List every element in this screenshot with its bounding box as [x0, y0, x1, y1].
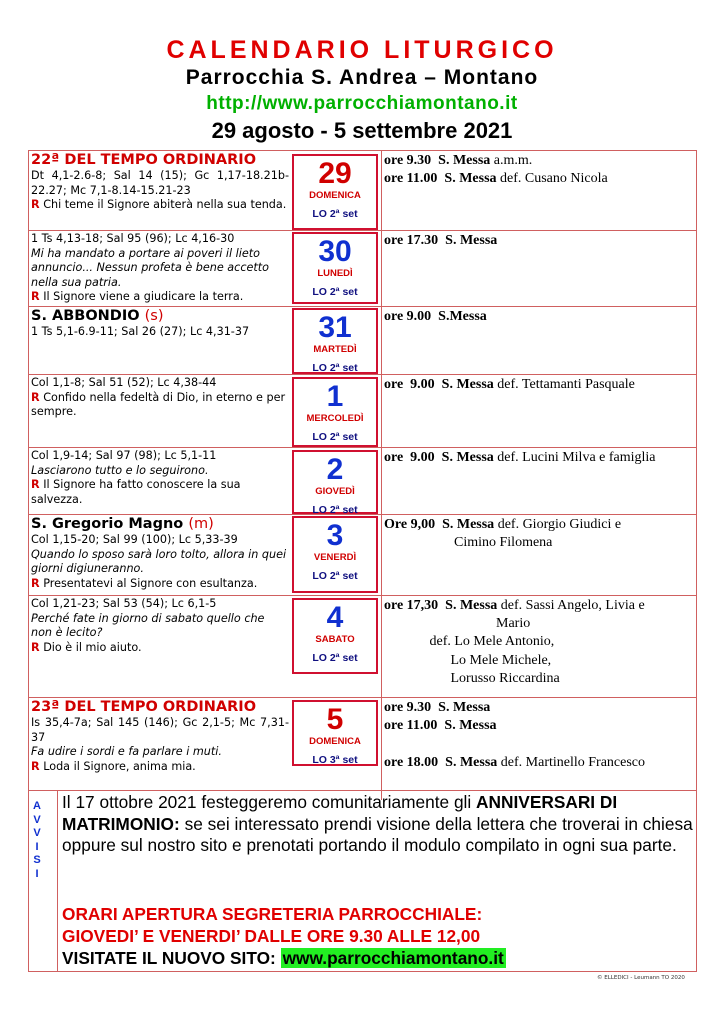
readings: Col 1,9-14; Sal 97 (98); Lc 5,1-11 — [31, 449, 217, 462]
mass-time: ore 17.30 S. Messa — [384, 233, 498, 248]
mass-line: ore 18.00 S. Messa def. Martinello Francesco — [384, 754, 646, 770]
parish-url[interactable]: http://www.parrocchiamontano.it — [206, 93, 518, 114]
response-marker: R — [31, 290, 40, 303]
office-hours-title: ORARI APERTURA SEGRETERIA PARROCCHIALE: — [62, 904, 483, 924]
psalm-response: Confido nella fedeltà di Dio, in eterno e per sempre. — [31, 390, 286, 418]
readings: Is 35,4-7a; Sal 145 (146); Gc 2,1-5; Mc 7,31-37 — [31, 716, 289, 744]
readings: Col 1,1-8; Sal 51 (52); Lc 4,38-44 — [31, 376, 217, 389]
readings: 1 Ts 4,13-18; Sal 95 (96); Lc 4,16-30 — [31, 232, 235, 245]
mass-time: ore 9.00 S. Messa — [384, 377, 494, 392]
mass-time: ore 9.00 S.Messa — [384, 309, 487, 324]
response-marker: R — [31, 390, 40, 404]
response-marker: R — [31, 640, 40, 654]
feast-title: S. ABBONDIO — [31, 308, 140, 324]
readings-cell — [31, 597, 289, 655]
readings-cell — [31, 516, 289, 591]
mass-line: Ore 9,00 S. Messa def. Giorgio Giudici e — [384, 517, 622, 532]
office-hours: GIOVEDI’ E VENERDI’ DALLE ORE 9.30 ALLE 12,00 — [62, 926, 481, 946]
psalter-week: LO 2ª set — [312, 286, 358, 298]
visit-label: VISITATE IL NUOVO SITO: — [62, 948, 276, 968]
mass-line: ore 11.00 S. Messa def. Cusano Nicola — [384, 171, 608, 187]
mass-line: Lo Mele Michele, — [384, 652, 552, 668]
day-name: DOMENICA — [309, 736, 361, 747]
visit-site-line — [62, 948, 698, 970]
psalter-week: LO 2ª set — [312, 362, 358, 374]
copyright: © ELLEDICI - Leumann TO 2020 — [597, 975, 685, 981]
feast-title: S. Gregorio Magno — [31, 516, 184, 532]
avvisi-letter: V — [33, 813, 41, 826]
mass-line: ore 17,30 S. Messa def. Sassi Angelo, Livia e — [384, 598, 645, 613]
mass-schedule — [384, 308, 694, 326]
gospel-verse: Lasciarono tutto e lo seguirono. — [31, 463, 209, 477]
psalm-response: Chi teme il Signore abiterà nella sua tenda. — [43, 198, 287, 211]
mass-time: ore 9.30 S. Messa — [384, 153, 491, 168]
day-number: 3 — [326, 519, 344, 552]
psalter-week: LO 2ª set — [312, 652, 358, 664]
mass-line: ore 9.30 S. Messa a.m.m. — [384, 153, 533, 168]
psalter-week: LO 3ª set — [312, 754, 358, 766]
day-box — [292, 308, 378, 374]
mass-time: Ore 9,00 S. Messa — [384, 517, 495, 532]
anniversary-notice — [62, 792, 698, 857]
psalm-response: Il Signore viene a giudicare la terra. — [43, 290, 244, 303]
parish-name: Parrocchia S. Andrea – Montano — [185, 66, 539, 89]
avvisi-letter: A — [33, 800, 41, 812]
mass-schedule — [384, 376, 694, 394]
day-name: VENERDÌ — [313, 552, 357, 563]
psalter-week: LO 2ª set — [312, 431, 358, 443]
psalter-week: LO 2ª set — [312, 570, 358, 582]
mass-line — [384, 717, 694, 735]
mass-line — [384, 232, 694, 250]
day-name: MERCOLEDÌ — [306, 413, 364, 424]
psalter-week: LO 2ª set — [312, 208, 358, 220]
psalm-response: Il Signore ha fatto conoscere la sua salvezza. — [31, 478, 241, 506]
mass-schedule — [384, 699, 694, 772]
readings-cell — [31, 152, 289, 213]
mass-time: ore 11.00 S. Messa — [384, 718, 497, 734]
day-name: SABATO — [315, 634, 355, 645]
readings-cell — [31, 699, 289, 774]
row-separator — [28, 697, 697, 698]
row-separator — [28, 595, 697, 596]
row-separator — [28, 447, 697, 448]
day-box — [292, 450, 378, 514]
mass-time: ore 18.00 S. Messa — [384, 754, 498, 770]
feast-rank: (s) — [144, 308, 164, 324]
feast-name — [31, 516, 289, 533]
day-number: 2 — [326, 453, 344, 486]
day-name: GIOVEDÌ — [315, 486, 355, 497]
day-box — [292, 516, 378, 593]
notice-body: se sei interessato prendi visione della lettera che troverai in chiesa oppure sul nostro sito e prenotati portando il modulo compilato in ogni sua parte. — [62, 813, 693, 855]
feast-name: 23ª DEL TEMPO ORDINARIO — [31, 699, 257, 715]
day-box — [292, 377, 378, 447]
notice-intro: Il 17 ottobre 2021 festeggeremo comunitariamente gli — [62, 792, 472, 812]
gospel-verse: Quando lo sposo sarà loro tolto, allora in quei giorni digiuneranno. — [31, 547, 287, 575]
readings: Col 1,15-20; Sal 99 (100); Lc 5,33-39 — [31, 533, 238, 546]
mass-schedule — [384, 597, 694, 688]
gospel-verse: Perché fate in giorno di sabato quello che non è lecito? — [31, 611, 265, 639]
gospel-verse: Mi ha mandato a portare ai poveri il lieto annuncio... Nessun profeta è bene accetto nella sua patria. — [31, 246, 269, 289]
avvisi-divider — [57, 790, 58, 972]
mass-schedule — [384, 516, 694, 552]
day-number: 5 — [326, 703, 344, 736]
psalm-response: Presentatevi al Signore con esultanza. — [43, 576, 258, 590]
readings-cell — [31, 232, 289, 305]
column-divider — [381, 150, 382, 800]
day-name: DOMENICA — [309, 190, 361, 201]
mass-line — [384, 699, 694, 717]
day-box — [292, 154, 378, 230]
mass-schedule — [384, 449, 694, 467]
response-marker: R — [31, 198, 40, 211]
avvisi-letter: V — [33, 827, 41, 839]
mass-schedule — [384, 232, 694, 250]
feast-name — [31, 308, 289, 325]
mass-time: ore 9.30 S. Messa — [384, 700, 491, 715]
day-number: 31 — [318, 311, 352, 344]
psalm-response: Dio è il mio aiuto. — [43, 640, 142, 654]
mass-schedule — [384, 152, 694, 188]
row-separator — [28, 374, 697, 375]
readings: 1 Ts 5,1-6.9-11; Sal 26 (27); Lc 4,31-37 — [31, 325, 250, 338]
row-separator — [28, 306, 697, 307]
day-name: LUNEDÌ — [317, 268, 353, 279]
mass-line: ore 9.00 S. Messa def. Lucini Milva e famiglia — [384, 450, 656, 465]
mass-line — [384, 735, 694, 753]
day-box — [292, 232, 378, 304]
readings-cell — [31, 308, 289, 340]
notice-highlight: ANNIVERSARI DI MATRIMONIO: — [62, 792, 618, 834]
gospel-verse: Fa udire i sordi e fa parlare i muti. — [31, 745, 222, 758]
response-marker: R — [31, 759, 40, 773]
feast-name: 22ª DEL TEMPO ORDINARIO — [31, 152, 257, 168]
mass-line: def. Lo Mele Antonio, — [384, 634, 555, 650]
avvisi-label — [30, 800, 44, 881]
avvisi-letter: S — [33, 854, 41, 866]
feast-rank: (m) — [188, 516, 214, 532]
mass-line: Cimino Filomena — [384, 535, 553, 551]
calendar-title: CALENDARIO LITURGICO — [166, 36, 558, 64]
avvisi-letter: I — [35, 867, 39, 880]
readings: Col 1,21-23; Sal 53 (54); Lc 6,1-5 — [31, 597, 217, 610]
site-link[interactable]: www.parrocchiamontano.it — [282, 948, 504, 968]
day-number: 29 — [318, 157, 352, 190]
psalm-response: Loda il Signore, anima mia. — [43, 759, 196, 773]
day-name: MARTEDÌ — [313, 344, 357, 355]
row-separator — [28, 230, 697, 231]
day-box — [292, 598, 378, 674]
mass-line: Lorusso Riccardina — [384, 670, 560, 686]
psalter-week: LO 2ª set — [312, 504, 358, 516]
avvisi-separator — [28, 790, 697, 791]
day-number: 1 — [326, 380, 344, 413]
readings-cell — [31, 449, 289, 507]
readings-cell — [31, 376, 289, 420]
mass-time: ore 9.00 S. Messa — [384, 450, 494, 465]
day-number: 4 — [326, 601, 344, 634]
mass-line: ore 9.00 S. Messa def. Tettamanti Pasquale — [384, 377, 635, 392]
row-separator — [28, 514, 697, 515]
mass-time: ore 17,30 S. Messa — [384, 598, 498, 613]
response-marker: R — [31, 576, 40, 590]
mass-time: ore 11.00 S. Messa — [384, 171, 497, 187]
day-number: 30 — [318, 235, 352, 268]
avvisi-letter: I — [35, 840, 39, 853]
readings: Dt 4,1-2.6-8; Sal 14 (15); Gc 1,17-18.21b-22.27; Mc 7,1-8.14-15.21-23 — [31, 169, 289, 197]
day-box — [292, 700, 378, 766]
response-marker: R — [31, 478, 40, 491]
mass-line: Mario — [384, 616, 531, 632]
mass-line — [384, 308, 694, 326]
period-heading: 29 agosto - 5 settembre 2021 — [211, 118, 513, 143]
